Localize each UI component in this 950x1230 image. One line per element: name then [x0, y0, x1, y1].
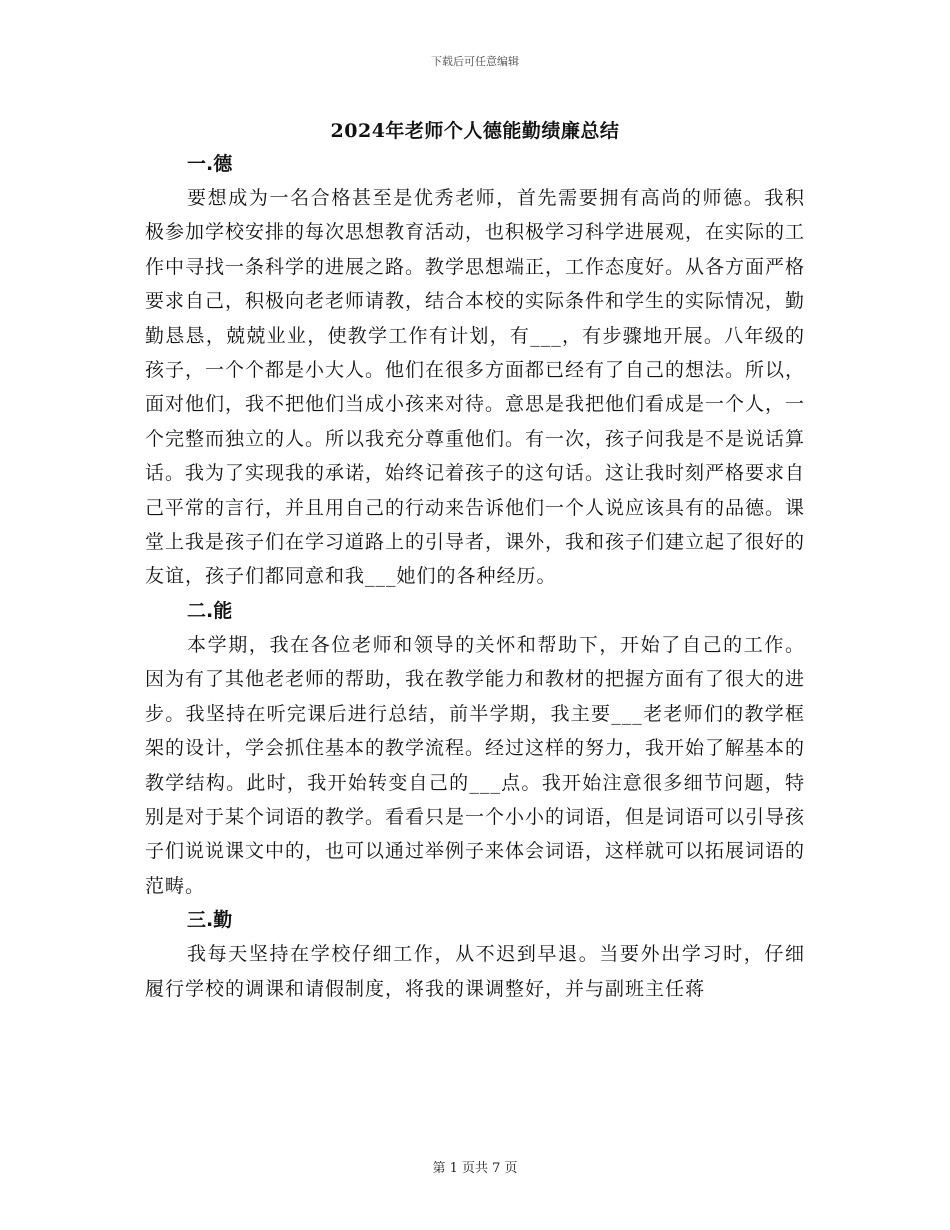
section-paragraph: 要想成为一名合格甚至是优秀老师，首先需要拥有高尚的师德。我积极参加学校安排的每次思想教育活动，也积极学习科学进展观，在实际的工作中寻找一条科学的进展之路。教学思想端正，工作态度好。从各方面严格要求自己，积极向老老师请教，结合本校的实际条件和学生的实际情况，勤勤恳恳，兢兢业业，使教学工作有计划，有___，有步骤地开展。八年级的孩子，一个个都是小大人。他们在很多方面都已经有了自己的想法。所以，面对他们，我不把他们当成小孩来对待。意思是我把他们看成是一个人，一个完整而独立的人。所以我充分尊重他们。有一次，孩子问我是不是说话算话。我为了实现我的承诺，始终记着孩子的这句话。这让我时刻严格要求自己平常的言行，并且用自己的行动来告诉他们一个人说应该具有的品德。课堂上我是孩子们在学习道路上的引导者，课外，我和孩子们建立起了很好的友谊，孩子们都同意和我___她们的各种经历。	[145, 187, 806, 588]
header-note: 下载后可任意编辑	[431, 55, 519, 68]
section-diligence	[145, 903, 805, 1006]
section-heading: 三.勤	[187, 909, 233, 932]
section-heading: 二.能	[187, 599, 233, 622]
document-title: 2024年老师个人德能勤绩廉总结	[330, 120, 620, 142]
section-heading: 一.德	[187, 153, 233, 175]
section-ability	[145, 594, 805, 903]
document-body	[145, 147, 805, 1006]
page-footer: 第 1 页共 7 页	[432, 1161, 518, 1176]
section-virtue	[145, 147, 805, 594]
section-paragraph: 我每天坚持在学校仔细工作，从不迟到早退。当要外出学习时，仔细履行学校的调课和请假制度，将我的课调整好，并与副班主任蒋	[145, 943, 805, 1000]
section-paragraph: 本学期，我在各位老师和领导的关怀和帮助下，开始了自己的工作。因为有了其他老老师的帮助，我在教学能力和教材的把握方面有了很大的进步。我坚持在听完课后进行总结，前半学期，我主要___老老师们的教学框架的设计，学会抓住基本的教学流程。经过这样的努力，我开始了解基本的教学结构。此时，我开始转变自己的___点。我开始注意很多细节问题，特别是对于某个词语的教学。看看只是一个小小的词语，但是词语可以引导孩子们说说课文中的，也可以通过举例子来体会词语，这样就可以拓展词语的范畴。	[145, 633, 806, 897]
